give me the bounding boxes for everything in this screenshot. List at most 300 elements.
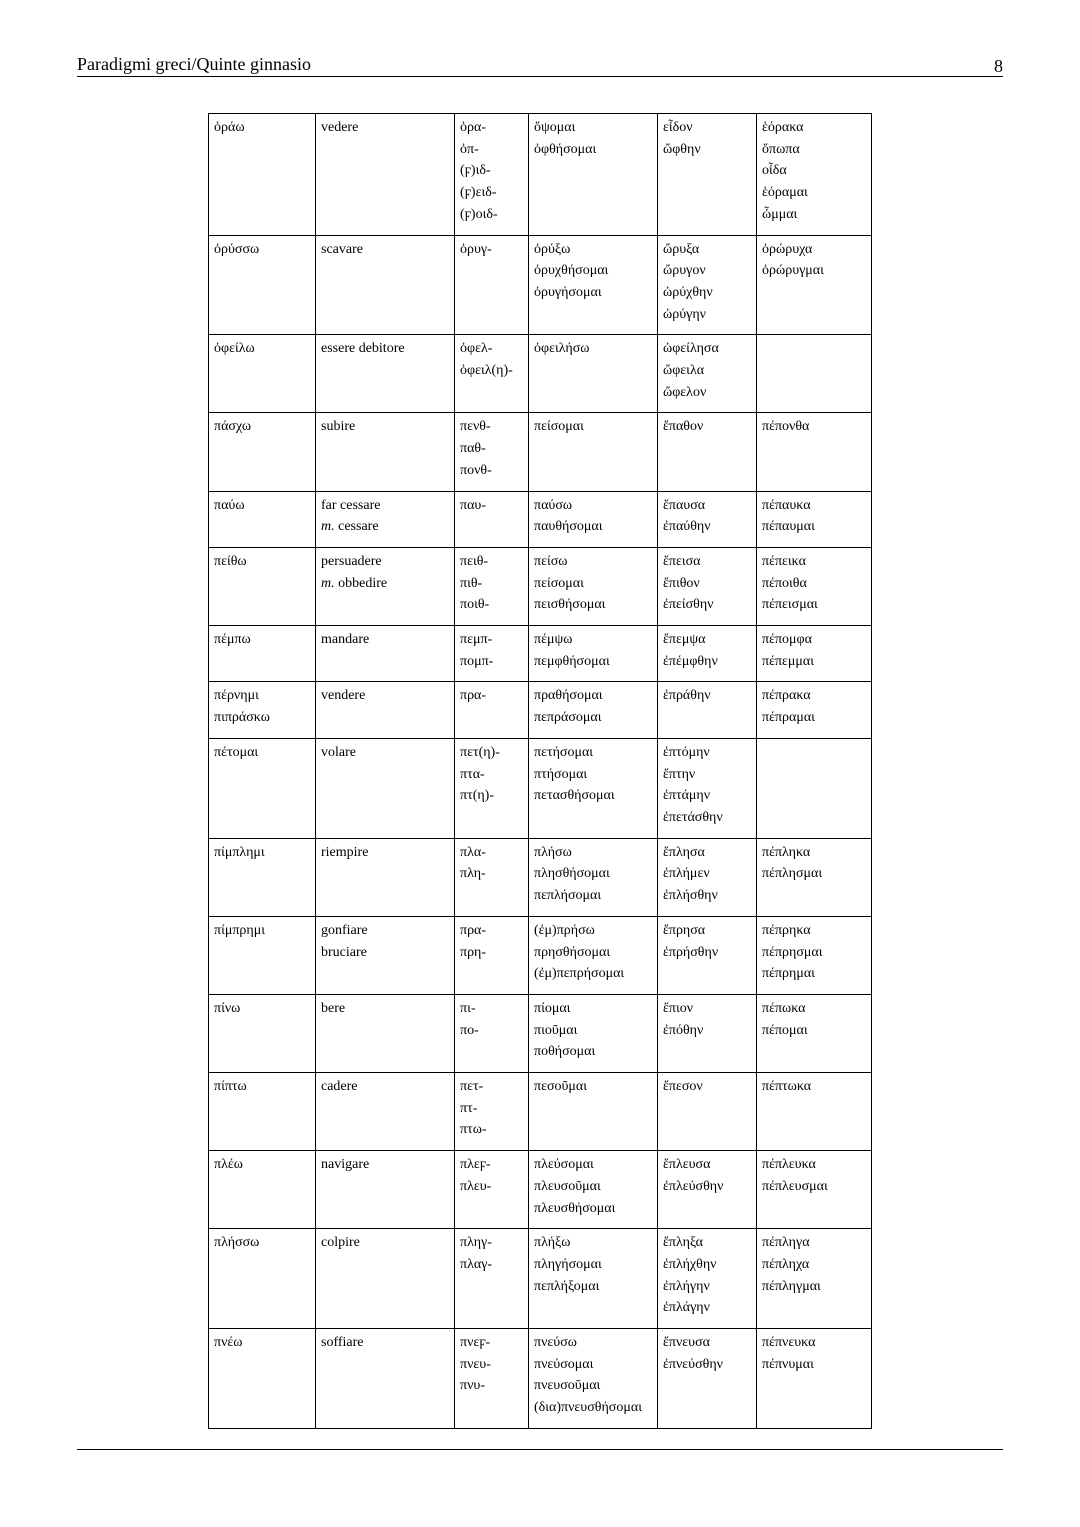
aorist-cell [658, 491, 757, 547]
future-form: πληγήσομαι [534, 1256, 602, 1272]
future-form: πτήσομαι [534, 766, 588, 782]
verb-form: πιπράσκω [214, 710, 270, 726]
meaning-text: essere debitore [321, 341, 405, 357]
table-row [209, 547, 872, 625]
themes-cell [455, 114, 529, 236]
verb-cell [209, 1229, 316, 1329]
future-form: πλεύσομαι [534, 1157, 594, 1173]
aorist-cell [658, 1073, 757, 1151]
aorist-form: ἐπλήγην [663, 1278, 710, 1294]
table-row [209, 738, 872, 838]
aorist-cell [658, 235, 757, 335]
verb-cell [209, 547, 316, 625]
theme-form: (ϝ)ιδ- [460, 163, 491, 179]
meaning-text: obbedire [338, 575, 388, 591]
meaning-text: bruciare [321, 944, 367, 960]
meaning-text: persuadere [321, 553, 382, 569]
table-row [209, 1073, 872, 1151]
theme-form: ὀπ- [460, 141, 479, 157]
theme-form: πνεϝ- [460, 1335, 491, 1351]
future-form: πεπλήσομαι [534, 888, 602, 904]
meaning-cell [316, 994, 455, 1072]
theme-form: πετ- [460, 1079, 484, 1095]
theme-form: πλα- [460, 844, 486, 860]
aorist-form: ἔπνευσα [663, 1335, 710, 1351]
verb-form: ὀφείλω [214, 341, 255, 357]
verb-cell [209, 682, 316, 738]
verb-form: παύω [214, 497, 245, 513]
meaning-line [321, 942, 449, 964]
future-form: πίομαι [534, 1000, 571, 1016]
table-row [209, 626, 872, 682]
future-form: (δια)πνευσθήσομαι [534, 1400, 642, 1416]
theme-form: πτα- [460, 766, 485, 782]
meaning-cell [316, 838, 455, 916]
future-form: πείσομαι [534, 419, 584, 435]
future-form: πνεύσω [534, 1335, 577, 1351]
themes-cell [455, 235, 529, 335]
theme-form: πλευ- [460, 1178, 492, 1194]
theme-form: πιθ- [460, 575, 483, 591]
aorist-form: ἐπετάσθην [663, 809, 723, 825]
meaning-text: mandare [321, 632, 370, 648]
meaning-cell [316, 1229, 455, 1329]
aorist-form: ἐπλήσθην [663, 888, 718, 904]
meaning-line [321, 1332, 449, 1354]
aorist-form: ἐπλήμεν [663, 866, 710, 882]
aorist-form: ὤρυγον [663, 263, 706, 279]
meaning-text: far cessare [321, 497, 381, 513]
meaning-line [321, 573, 449, 595]
theme-form: παθ- [460, 441, 486, 457]
meaning-cell [316, 738, 455, 838]
theme-form: πλη- [460, 866, 486, 882]
future-cell [529, 994, 658, 1072]
theme-form: πρα- [460, 922, 487, 938]
perfect-cell [757, 994, 872, 1072]
meaning-line [321, 516, 449, 538]
aorist-cell [658, 738, 757, 838]
future-form: πετήσομαι [534, 744, 594, 760]
future-form: πραθήσομαι [534, 688, 603, 704]
perfect-form: πέπληκα [762, 844, 811, 860]
table-row [209, 1229, 872, 1329]
perfect-cell [757, 1229, 872, 1329]
verb-form: πλήσσω [214, 1235, 260, 1251]
aorist-form: ἐπείσθην [663, 597, 714, 613]
perfect-form: πέπτωκα [762, 1079, 812, 1095]
aorist-form: ἐπέμφθην [663, 653, 718, 669]
themes-cell [455, 994, 529, 1072]
perfect-form: ἑόρακα [762, 120, 804, 135]
meaning-line [321, 998, 449, 1020]
aorist-cell [658, 114, 757, 236]
themes-cell [455, 738, 529, 838]
aorist-cell [658, 626, 757, 682]
future-form: (ἐμ)πρήσω [534, 922, 595, 938]
perfect-form: πέπληχα [762, 1256, 810, 1272]
perfect-form: ὀρώρυγμαι [762, 263, 824, 279]
meaning-cell [316, 916, 455, 994]
future-cell [529, 413, 658, 491]
theme-form: (ϝ)ειδ- [460, 185, 497, 201]
theme-form: (ϝ)οιδ- [460, 206, 498, 222]
perfect-form: πέπλησμαι [762, 866, 823, 882]
perfect-form: πέπρησμαι [762, 944, 823, 960]
future-cell [529, 491, 658, 547]
future-form: πεπράσομαι [534, 710, 602, 726]
perfect-form: πέπλευκα [762, 1157, 816, 1173]
perfect-form: πέπεμμαι [762, 653, 815, 669]
verb-form: πίπτω [214, 1079, 247, 1095]
perfect-form: πέποιθα [762, 575, 807, 591]
aorist-form: ἐπλήχθην [663, 1256, 717, 1272]
aorist-form: ὠρύχθην [663, 284, 713, 300]
theme-form: ὀφειλ(η)- [460, 363, 513, 379]
aorist-form: ἔπαυσα [663, 497, 706, 513]
aorist-form: ὤφειλα [663, 363, 705, 379]
page-number: 8 [994, 56, 1003, 76]
aorist-cell [658, 1229, 757, 1329]
aorist-cell [658, 994, 757, 1072]
themes-cell [455, 413, 529, 491]
perfect-cell [757, 682, 872, 738]
perfect-cell [757, 738, 872, 838]
verb-cell [209, 114, 316, 236]
future-cell [529, 547, 658, 625]
table-row [209, 916, 872, 994]
meaning-cell [316, 114, 455, 236]
future-form: πλευσθήσομαι [534, 1200, 616, 1216]
verb-cell [209, 335, 316, 413]
table-row [209, 838, 872, 916]
meaning-cell [316, 682, 455, 738]
table-row [209, 235, 872, 335]
future-form: πνεύσομαι [534, 1356, 594, 1372]
meaning-line [321, 685, 449, 707]
future-cell [529, 838, 658, 916]
aorist-cell [658, 838, 757, 916]
perfect-cell [757, 1151, 872, 1229]
perfect-form: πέπρηκα [762, 922, 811, 938]
theme-form: πι- [460, 1000, 476, 1016]
theme-form: πρη- [460, 944, 487, 960]
meaning-line [321, 551, 449, 573]
perfect-cell [757, 838, 872, 916]
aorist-form: ὤφελον [663, 384, 707, 400]
theme-form: ὀφελ- [460, 341, 493, 357]
perfect-form: ὦμμαι [762, 206, 798, 222]
themes-cell [455, 1329, 529, 1429]
perfect-form: οἶδα [762, 163, 787, 179]
verb-cell [209, 1329, 316, 1429]
meaning-line [321, 842, 449, 864]
verb-cell [209, 916, 316, 994]
meaning-cell [316, 335, 455, 413]
aorist-form: ἔπιον [663, 1000, 694, 1016]
themes-cell [455, 916, 529, 994]
aorist-form: ἐπαύθην [663, 519, 711, 535]
theme-form: πτω- [460, 1122, 487, 1138]
meaning-line [321, 1232, 449, 1254]
future-cell [529, 916, 658, 994]
table-row [209, 335, 872, 413]
perfect-form: πέπωκα [762, 1000, 806, 1016]
table-row [209, 994, 872, 1072]
verb-cell [209, 1151, 316, 1229]
meaning-text: scavare [321, 241, 363, 257]
theme-form: πληγ- [460, 1235, 492, 1251]
perfect-form: πέπρακα [762, 688, 811, 704]
perfect-cell [757, 916, 872, 994]
future-cell [529, 1229, 658, 1329]
future-form: ποθήσομαι [534, 1044, 596, 1060]
future-form: πεμφθήσομαι [534, 653, 610, 669]
aorist-form: εἶδον [663, 120, 693, 135]
future-form: πλευσοῦμαι [534, 1178, 601, 1194]
theme-form: ὁρα- [460, 120, 486, 135]
verb-cell [209, 491, 316, 547]
future-form: ὀρύξω [534, 241, 571, 257]
meaning-line [321, 920, 449, 942]
verb-cell [209, 994, 316, 1072]
meaning-cell [316, 1329, 455, 1429]
aorist-form: ἔπλευσα [663, 1157, 711, 1173]
meaning-cell [316, 413, 455, 491]
verb-cell [209, 235, 316, 335]
theme-form: πτ- [460, 1100, 478, 1116]
aorist-form: ὠρύγην [663, 306, 706, 322]
paradigm-table-body [209, 114, 872, 1429]
verb-form: ὁράω [214, 120, 245, 135]
theme-form: πονθ- [460, 462, 492, 478]
future-cell [529, 682, 658, 738]
future-form: πλήσω [534, 844, 572, 860]
future-form: ὀφθήσομαι [534, 141, 597, 157]
perfect-form: ὄπωπα [762, 141, 800, 157]
aorist-form: ἔπλησα [663, 844, 705, 860]
perfect-form: πέπαυμαι [762, 519, 815, 535]
meaning-line [321, 239, 449, 261]
perfect-form: πέπονθα [762, 419, 810, 435]
aorist-form: ὤρυξα [663, 241, 700, 257]
perfect-cell [757, 1073, 872, 1151]
verb-form: πίμπλημι [214, 844, 265, 860]
perfect-form: πέπεικα [762, 553, 806, 569]
future-cell [529, 335, 658, 413]
meaning-text: cadere [321, 1079, 358, 1095]
theme-form: πειθ- [460, 553, 489, 569]
themes-cell [455, 491, 529, 547]
aorist-form: ἐπόθην [663, 1022, 704, 1038]
aorist-cell [658, 335, 757, 413]
verb-form: πείθω [214, 553, 247, 569]
meaning-text: navigare [321, 1157, 370, 1173]
meaning-text: gonfiare [321, 922, 368, 938]
meaning-text: colpire [321, 1235, 360, 1251]
future-form: πέμψω [534, 632, 573, 648]
meaning-line [321, 495, 449, 517]
future-form: πνευσοῦμαι [534, 1378, 601, 1394]
footer-rule [77, 1449, 1003, 1450]
aorist-form: ἐπνεύσθην [663, 1356, 723, 1372]
future-form: πλησθήσομαι [534, 866, 610, 882]
aorist-form: ἔπεμψα [663, 632, 706, 648]
meaning-line [321, 629, 449, 651]
perfect-form: πέπλευσμαι [762, 1178, 828, 1194]
meaning-cell [316, 235, 455, 335]
meaning-cell [316, 1151, 455, 1229]
perfect-form: πέπνυμαι [762, 1356, 814, 1372]
aorist-form: ἔπεισα [663, 553, 701, 569]
table-row [209, 1151, 872, 1229]
aorist-form: ἔπαθον [663, 419, 704, 435]
aorist-form: ἐπλεύσθην [663, 1178, 724, 1194]
meaning-text: vendere [321, 688, 366, 704]
aorist-form: ἐπτόμην [663, 744, 710, 760]
perfect-form: πέπληγα [762, 1235, 810, 1251]
future-form: ὀρυχθήσομαι [534, 263, 609, 279]
verb-cell [209, 626, 316, 682]
theme-form: πετ(η)- [460, 744, 500, 760]
perfect-cell [757, 335, 872, 413]
verb-form: πέτομαι [214, 744, 259, 760]
perfect-form: ὀρώρυχα [762, 241, 813, 257]
meaning-line [321, 1154, 449, 1176]
perfect-form: πέπνευκα [762, 1335, 816, 1351]
verb-form: πίμπρημι [214, 922, 265, 938]
theme-form: ὀρυγ- [460, 241, 492, 257]
perfect-cell [757, 1329, 872, 1429]
aorist-form: ἐπράθην [663, 688, 711, 704]
perfect-cell [757, 547, 872, 625]
verb-form: πέρνημι [214, 688, 259, 704]
perfect-cell [757, 626, 872, 682]
meaning-cell [316, 491, 455, 547]
theme-form: πεμπ- [460, 632, 493, 648]
verb-form: πίνω [214, 1000, 241, 1016]
perfect-form: πέπληγμαι [762, 1278, 821, 1294]
future-cell [529, 114, 658, 236]
middle-voice-abbr: m. [321, 519, 335, 535]
meaning-cell [316, 626, 455, 682]
theme-form: ποιθ- [460, 597, 490, 613]
aorist-form: ἔπτην [663, 766, 696, 782]
page-header [77, 54, 1003, 77]
aorist-form: ἐπλάγην [663, 1300, 710, 1316]
meaning-text: cessare [338, 519, 379, 535]
perfect-form: πέπομαι [762, 1022, 808, 1038]
paradigm-table [208, 113, 872, 1429]
future-form: ὀφειλήσω [534, 341, 590, 357]
meaning-line [321, 338, 449, 360]
aorist-form: ἔπεσον [663, 1079, 703, 1095]
meaning-line [321, 742, 449, 764]
perfect-form: πέπομφα [762, 632, 812, 648]
meaning-text: soffiare [321, 1335, 364, 1351]
meaning-text: vedere [321, 120, 359, 135]
theme-form: πνυ- [460, 1378, 485, 1394]
themes-cell [455, 626, 529, 682]
perfect-form: ἑόραμαι [762, 185, 808, 201]
themes-cell [455, 682, 529, 738]
verb-form: πλέω [214, 1157, 243, 1173]
future-cell [529, 1073, 658, 1151]
aorist-form: ἔπληξα [663, 1235, 703, 1251]
future-cell [529, 738, 658, 838]
future-form: πρησθήσομαι [534, 944, 611, 960]
perfect-cell [757, 491, 872, 547]
aorist-form: ἐπτάμην [663, 788, 711, 804]
future-form: παύσω [534, 497, 573, 513]
future-form: πιοῦμαι [534, 1022, 578, 1038]
table-row [209, 491, 872, 547]
future-form: (ἐμ)πεπρήσομαι [534, 966, 625, 982]
aorist-cell [658, 682, 757, 738]
verb-form: πέμπω [214, 632, 251, 648]
future-cell [529, 626, 658, 682]
meaning-text: subire [321, 419, 356, 435]
future-form: πεισθήσομαι [534, 597, 606, 613]
meaning-text: riempire [321, 844, 369, 860]
perfect-cell [757, 413, 872, 491]
theme-form: πλεϝ- [460, 1157, 491, 1173]
theme-form: πνευ- [460, 1356, 491, 1372]
themes-cell [455, 1151, 529, 1229]
perfect-form: πέπεισμαι [762, 597, 818, 613]
verb-form: πάσχω [214, 419, 252, 435]
verb-cell [209, 413, 316, 491]
aorist-form: ὠφείλησα [663, 341, 719, 357]
themes-cell [455, 547, 529, 625]
future-cell [529, 1329, 658, 1429]
future-form: ὀρυγήσομαι [534, 284, 602, 300]
future-cell [529, 235, 658, 335]
meaning-text: bere [321, 1000, 346, 1016]
table-row [209, 114, 872, 236]
theme-form: παυ- [460, 497, 486, 513]
aorist-form: ἔπιθον [663, 575, 700, 591]
theme-form: πομπ- [460, 653, 494, 669]
aorist-cell [658, 413, 757, 491]
verb-form: πνέω [214, 1335, 243, 1351]
meaning-line [321, 1076, 449, 1098]
themes-cell [455, 1073, 529, 1151]
aorist-form: ἔπρησα [663, 922, 706, 938]
document-title: Paradigmi greci/Quinte ginnasio [77, 54, 311, 74]
perfect-cell [757, 114, 872, 236]
aorist-cell [658, 916, 757, 994]
verb-cell [209, 1073, 316, 1151]
meaning-line [321, 117, 449, 139]
future-form: πεσοῦμαι [534, 1079, 588, 1095]
aorist-cell [658, 547, 757, 625]
future-form: πεπλήξομαι [534, 1278, 600, 1294]
future-form: πετασθήσομαι [534, 788, 615, 804]
meaning-cell [316, 547, 455, 625]
meaning-cell [316, 1073, 455, 1151]
perfect-form: πέπραμαι [762, 710, 815, 726]
future-form: πείσομαι [534, 575, 584, 591]
perfect-form: πέπαυκα [762, 497, 811, 513]
theme-form: πενθ- [460, 419, 491, 435]
aorist-cell [658, 1329, 757, 1429]
future-cell [529, 1151, 658, 1229]
meaning-text: volare [321, 744, 356, 760]
perfect-cell [757, 235, 872, 335]
aorist-form: ὤφθην [663, 141, 701, 157]
table-row [209, 413, 872, 491]
